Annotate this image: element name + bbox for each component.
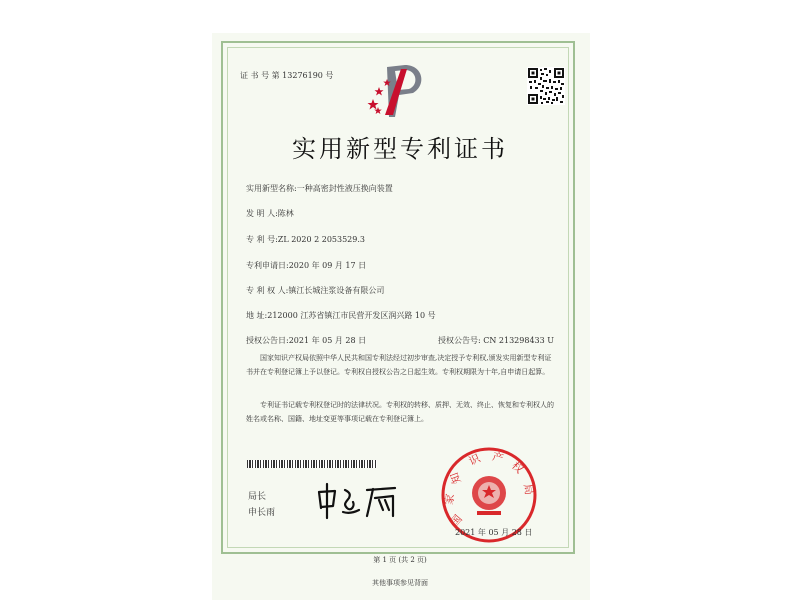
svg-text:国: 国 (447, 512, 465, 530)
field-patentee (246, 286, 384, 296)
cnipa-logo-icon (365, 55, 435, 125)
field-value: 陈林 (277, 209, 294, 218)
footer-note: 其他事项参见背面 (372, 579, 428, 587)
barcode-icon (247, 460, 377, 468)
field-value: 2021 年 05 月 28 日 (288, 336, 367, 345)
field-label: 发 明 人: (246, 209, 278, 218)
field-inventor (246, 209, 294, 219)
field-patent-number (246, 235, 365, 245)
certificate-number: 证 书 号 第 13276190 号 (240, 71, 334, 80)
director-name: 申长雨 (248, 508, 276, 518)
field-label: 实用新型名称: (246, 184, 297, 193)
field-value: 一种高密封性液压换向装置 (296, 184, 393, 193)
grant-statement-paragraph: 国家知识产权局依照中华人民共和国专利法经过初步审查,决定授予专利权,颁发实用新型专利证书并在专利登记簿上予以登记。专利权自授权公告之日起生效。专利权期限为十年,自申请日起算。 (246, 354, 552, 376)
field-application-date (246, 261, 366, 271)
field-label: 专利申请日: (246, 261, 289, 270)
announcement-number: 授权公告号: CN 213298433 U (438, 336, 554, 345)
certificate-title: 实用新型专利证书 (292, 135, 508, 163)
field-address (246, 311, 436, 321)
svg-text:家: 家 (442, 492, 457, 506)
field-label: 专 利 号: (246, 235, 278, 244)
field-label: 地 址: (246, 311, 268, 320)
svg-text:局: 局 (521, 482, 536, 496)
field-label: 授权公告日: (246, 336, 289, 345)
qr-code-icon (527, 67, 565, 105)
page-indicator: 第 1 页 (共 2 页) (373, 556, 427, 564)
field-value: 2020 年 09 月 17 日 (288, 261, 367, 270)
field-label: 专 利 权 人: (246, 286, 289, 295)
field-value: 镇江长城注浆设备有限公司 (288, 286, 385, 295)
director-signature-icon (315, 482, 405, 522)
field-grant-announcement-date (246, 336, 366, 346)
legal-status-paragraph: 专利证书记载专利权登记时的法律状况。专利权的转移、质押、无效、终止、恢复和专利权人的姓名或名称、国籍、地址变更等事项记载在专利登记簿上。 (246, 401, 554, 423)
svg-text:产: 产 (490, 449, 505, 466)
field-value: ZL 2020 2 2053529.3 (277, 235, 365, 244)
field-value: 212000 江苏省镇江市民营开发区润兴路 10 号 (267, 311, 436, 320)
svg-text:权: 权 (508, 459, 526, 477)
field-utility-model-name (246, 184, 393, 194)
svg-text:知: 知 (447, 470, 464, 486)
svg-text:识: 识 (466, 451, 483, 469)
director-title: 局长 (248, 492, 267, 502)
seal-date: 2021 年 05 月 28 日 (455, 528, 533, 537)
